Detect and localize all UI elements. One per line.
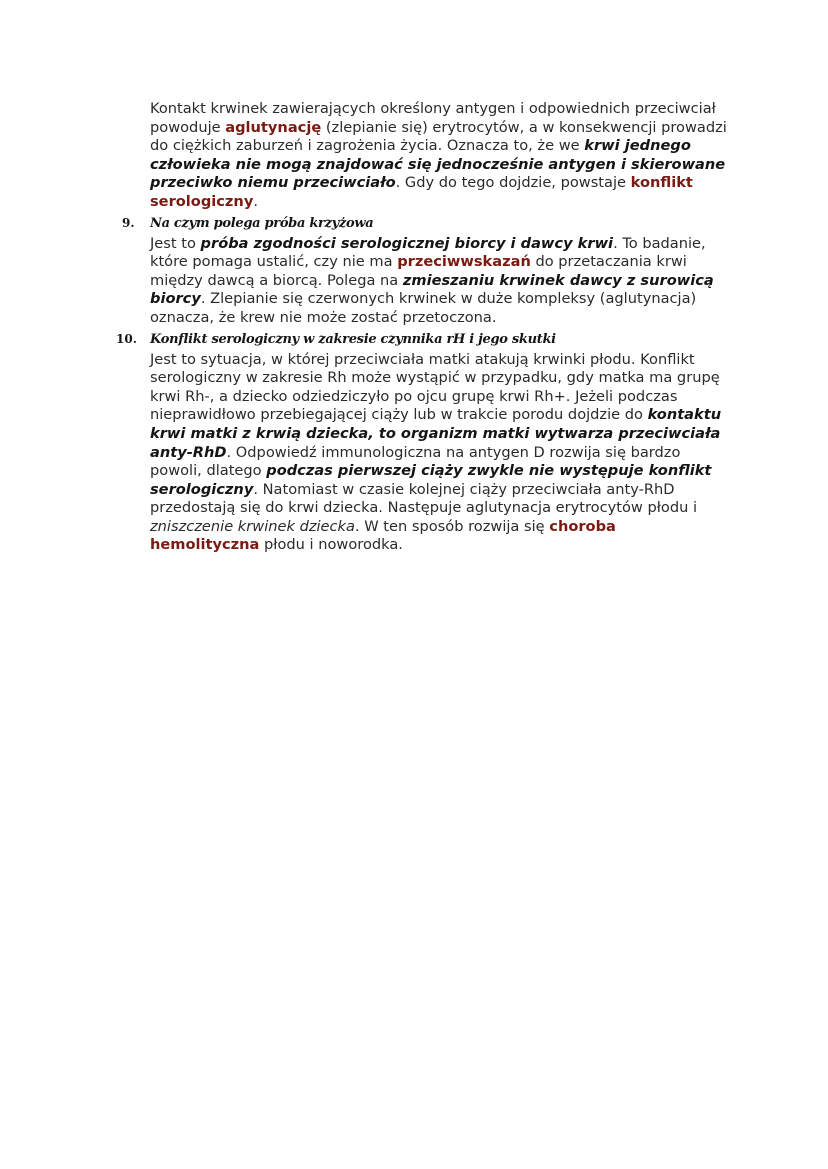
q9-text-2: . To badanie, które pomaga ustalić, czy nie ma — [150, 234, 706, 271]
intro-paragraph — [150, 100, 730, 212]
question-10-number: 10. — [116, 331, 137, 346]
q10-text-1: Jest to sytuacja, w której przeciwciała matki atakują krwinki płodu. Konflikt serologiczny w zakresie Rh może wystąpić w przypadku, gdy matka ma grupę krwi Rh-, a dziecko odziedziczyło po ojcu grupę krwi Rh+. Jeżeli podczas nieprawidłowo przebiegającej ciąży lub w trakcie porodu dojdzie do — [150, 350, 720, 424]
question-9-title: Na czym polega próba krzyżowa — [150, 215, 374, 231]
q9-text-3: do przetaczania krwi między dawcą a biorcą. Polega na — [150, 253, 687, 289]
question-10 — [116, 331, 730, 556]
emphasis-kontakt-krwi: kontaktu krwi matki z krwią dziecka, to organizm matki wytwarza przeciwciała anty-RhD — [150, 406, 722, 461]
emphasis-antigen-antibody: krwi jednego człowieka nie mogą znajdować się jednocześnie antygen i skierowane przeciwko niemu przeciwciało — [150, 137, 726, 192]
emphasis-proba-zgodnosci: próba zgodności serologicznej biorcy i dawcy krwi — [200, 234, 614, 252]
intro-text-3: . Gdy do tego dojdzie, powstaje — [395, 174, 631, 192]
q9-text-4: . Zlepianie się czerwonych krwinek w duże kompleksy (aglutynacja) oznacza, że krew nie może zostać przetoczona. — [150, 290, 697, 326]
q10-text-5: płodu i noworodka. — [259, 536, 403, 554]
q10-text-3: . Natomiast w czasie kolejnej ciąży przeciwciała anty-RhD przedostają się do krwi dziecka. Następuje aglutynacja erytrocytów płodu i — [150, 480, 698, 517]
emphasis-pierwsza-ciaza: podczas pierwszej ciąży zwykle nie występuje konflikt serologiczny — [150, 462, 712, 498]
q10-text-4: . W ten sposób rozwija się — [354, 517, 550, 535]
term-konflikt-serologiczny: konflikt serologiczny — [150, 174, 693, 210]
question-9-answer — [150, 235, 730, 328]
emphasis-zmieszanie-krwinek: zmieszaniu krwinek dawcy z surowicą biorcy — [150, 271, 714, 308]
q9-text-1: Jest to — [150, 234, 201, 252]
question-9-number: 9. — [122, 215, 135, 230]
term-aglutynacja: aglutynację — [225, 118, 322, 136]
question-10-title: Konflikt serologiczny w zakresie czynnika rH i jego skutki — [150, 331, 556, 347]
term-przeciwwskazan: przeciwwskazań — [397, 253, 531, 271]
question-9 — [122, 215, 730, 328]
document-content — [116, 100, 730, 555]
intro-text-4: . — [253, 192, 258, 210]
intro-text-1: Kontakt krwinek zawierających określony antygen i odpowiednich przeciwciał powoduje — [150, 100, 716, 136]
q10-text-2: . Odpowiedź immunologiczna na antygen D rozwija się bardzo powoli, dlatego — [150, 443, 681, 480]
emphasis-zniszczenie-krwinek: zniszczenie krwinek dziecka — [150, 517, 355, 535]
term-choroba-hemolityczna: choroba hemolityczna — [150, 517, 616, 554]
question-10-answer — [150, 351, 730, 556]
intro-text-2: (zlepianie się) erytrocytów, a w konsekwencji prowadzi do ciężkich zaburzeń i zagrożenia życia. Oznacza to, że we — [150, 118, 727, 155]
